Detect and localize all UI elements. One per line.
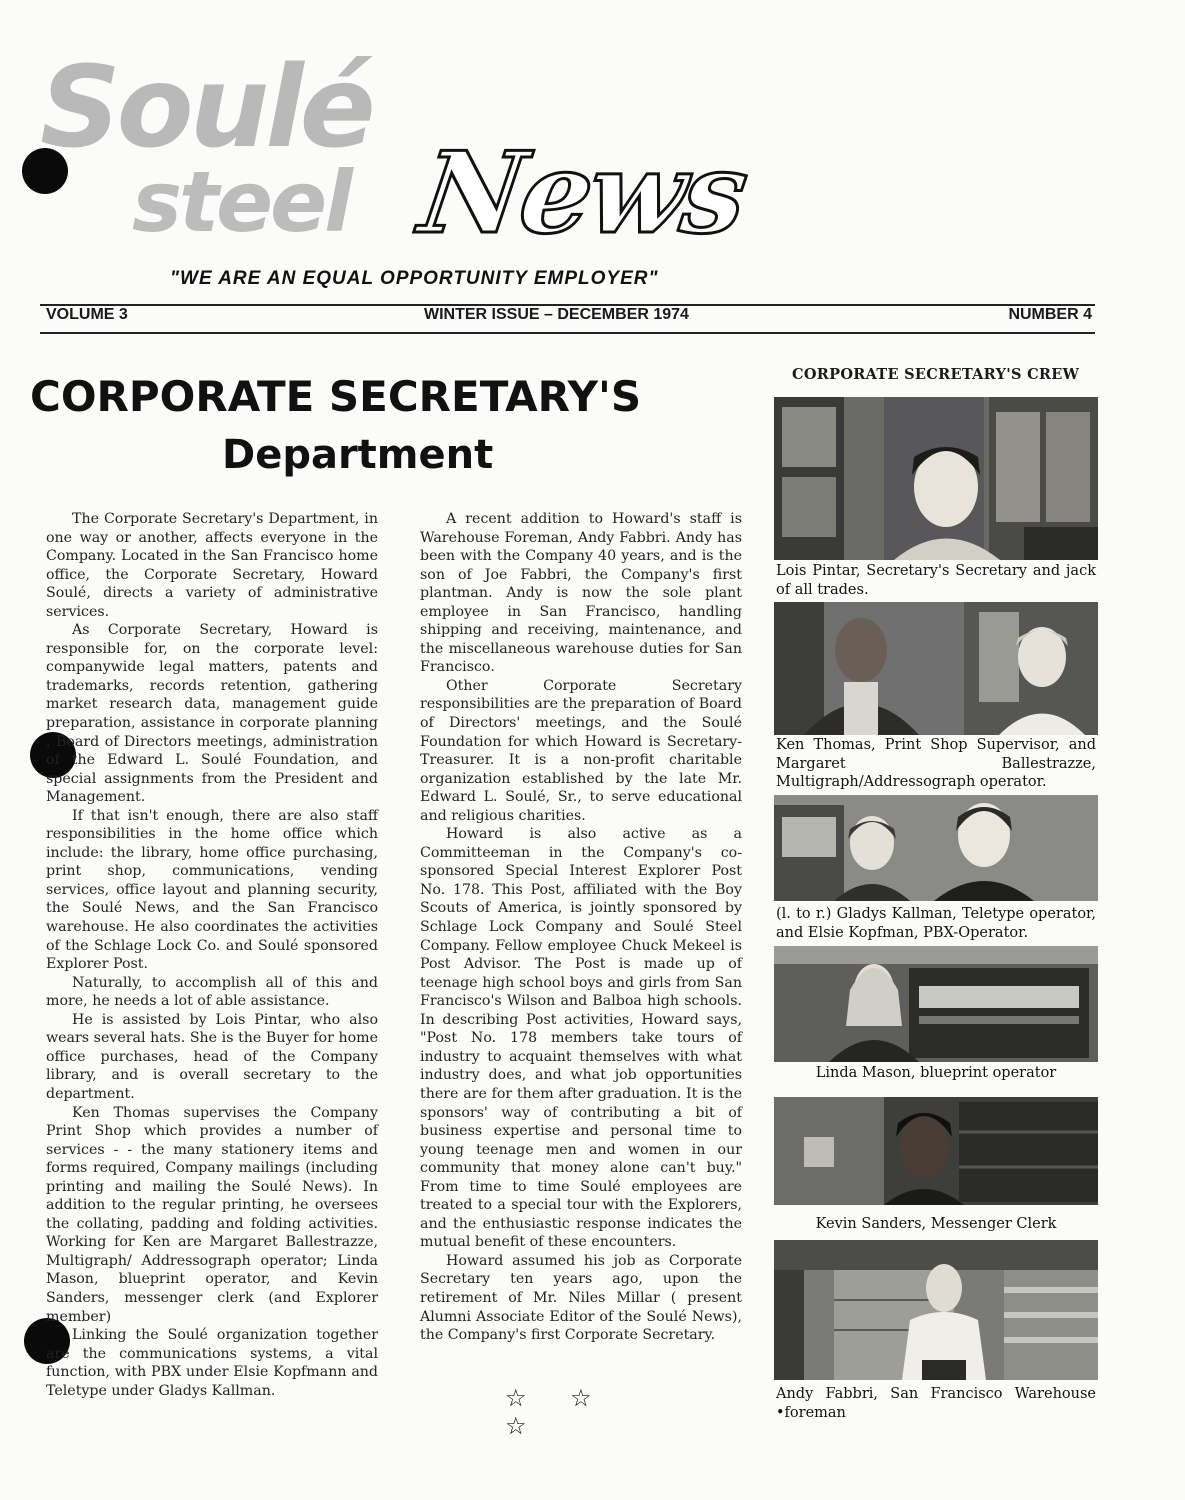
photo-andy-fabbri [774, 1240, 1098, 1380]
photo-kevin-sanders [774, 1097, 1098, 1205]
sidebar-title: CORPORATE SECRETARY'S CREW [792, 366, 1080, 383]
logo-steel-text: steel [132, 153, 350, 251]
logo-soule-text: Soulé [40, 43, 372, 173]
issue-info-row [46, 306, 1092, 330]
photo-caption: Kevin Sanders, Messenger Clerk [815, 1216, 1057, 1232]
photo-linda-mason [774, 946, 1098, 1062]
photo-caption: (l. to r.) Gladys Kallman, Teletype operator, and Elsie Kopfman, PBX-Operator. [776, 906, 1096, 941]
paragraph: If that isn't enough, there are also staff responsibilities in the home office which include: the library, home office purchasing, print shop, communications, vending services, office layout and planning security, the Soulé News, and the San Francisco warehouse. He also coordinates the activities of the Schlage Lock Co. and Soulé sponsored Explorer Post. [46, 807, 378, 973]
tagline: "WE ARE AN EQUAL OPPORTUNITY EMPLOYER" [170, 268, 659, 289]
article-subheadline: Department [222, 432, 494, 478]
photo-caption: Ken Thomas, Print Shop Supervisor, and Margaret Ballestrazze, Multigraph/Addressograph operator. [776, 737, 1096, 790]
photo-caption: Andy Fabbri, San Francisco Warehouse •foreman [776, 1386, 1096, 1421]
end-of-article-stars: ☆ ☆ ☆ [505, 1384, 610, 1440]
paragraph: Naturally, to accomplish all of this and more, he needs a lot of able assistance. [46, 974, 378, 1010]
masthead-rule-bottom [40, 332, 1095, 334]
logo-news-text: News [412, 128, 753, 259]
paragraph: Other Corporate Secretary responsibilities are the preparation of Board of Directors' meetings, and the Soulé Foundation for which Howard is Secretary-Treasurer. It is a non-profit charitable organization established by the late Mr. Edward L. Soulé, Sr., to serve educational and religious charities. [420, 677, 742, 824]
article-headline: CORPORATE SECRETARY'S [30, 372, 642, 421]
paragraph: He is assisted by Lois Pintar, who also wears several hats. She is the Buyer for home office purchases, head of the Company library, and is overall secretary to the department. [46, 1011, 378, 1102]
paragraph: Linking the Soulé organization together are the communications systems, a vital function, with PBX under Elsie Kopfmann and Teletype under Gladys Kallman. [46, 1327, 378, 1399]
photo-caption: Lois Pintar, Secretary's Secretary and jack of all trades. [776, 563, 1096, 598]
issue-number: NUMBER 4 [1008, 306, 1092, 323]
issue-date: WINTER ISSUE – DECEMBER 1974 [424, 306, 689, 323]
photo-gladys-kallman-elsie-kopfman [774, 795, 1098, 901]
paragraph: Howard is also active as a Committeeman in the Company's co-sponsored Special Interest Explorer Post No. 178. This Post, affiliated with the Boy Scouts of America, is jointly sponsored by Schlage Lock Company and Soulé Steel Company. Fellow employee Chuck Mekeel is Post Advisor. The Post is made up of teenage high school boys and girls from San Francisco's Wilson and Balboa high schools. In describing Post activities, Howard says, "Post No. 178 members take tours of industry to acquaint themselves with what industry does, and what job opportunities there are for them after graduation. It is the sponsors' way of contributing a bit of business expertise and personal time to young teenage men and women in our community that money alone can't buy." From time to time Soulé employees are treated to a special tour with the Explorers, and the enthusiastic response indicates the mutual benefit of these encounters. [420, 826, 742, 1251]
photo-lois-pintar [774, 397, 1098, 560]
paragraph: The Corporate Secretary's Department, in one way or another, affects everyone in the Company. Located in the San Francisco home office, the Corporate Secretary, Howard Soulé, directs a variety of administrative services. [46, 511, 378, 620]
paragraph: Howard assumed his job as Corporate Secretary ten years ago, upon the retirement of Mr. Niles Millar ( present Alumni Associate Editor of the Soulé News), the Company's first Corporate Secretary. [420, 1252, 742, 1344]
volume-label: VOLUME 3 [46, 306, 128, 323]
photo-ken-thomas-margaret-ballestrazze [774, 602, 1098, 735]
article-column-left [46, 510, 378, 1400]
paragraph: Ken Thomas supervises the Company Print Shop which provides a number of services - - the many stationery items and forms required, Company mailings (including printing and mailing the Soulé News). In addition to the regular printing, he oversees the collating, padding and folding activities. Working for Ken are Margaret Ballestrazze, Multigraph/ Addressograph operator; Linda Mason, blueprint operator, and Kevin Sanders, messenger clerk (and Explorer member) [46, 1104, 378, 1325]
article-column-middle [420, 510, 742, 1345]
paragraph: A recent addition to Howard's staff is Warehouse Foreman, Andy Fabbri. Andy has been with the Company 40 years, and is the son of Joe Fabbri, the Company's first plantman. Andy is now the sole plant employee in San Francisco, handling shipping and receiving, maintenance, and the miscellaneous warehouse duties for San Francisco. [420, 511, 742, 676]
photo-caption: Linda Mason, blueprint operator [815, 1065, 1057, 1081]
paragraph: As Corporate Secretary, Howard is responsible for, on the corporate level: companywide legal matters, patents and trademarks, records retention, gathering market research data, management guide preparation, assistance in corporate planning , Board of Directors meetings, administration of the Edward L. Soulé Foundation, and special assignments from the President and Management. [46, 622, 378, 806]
